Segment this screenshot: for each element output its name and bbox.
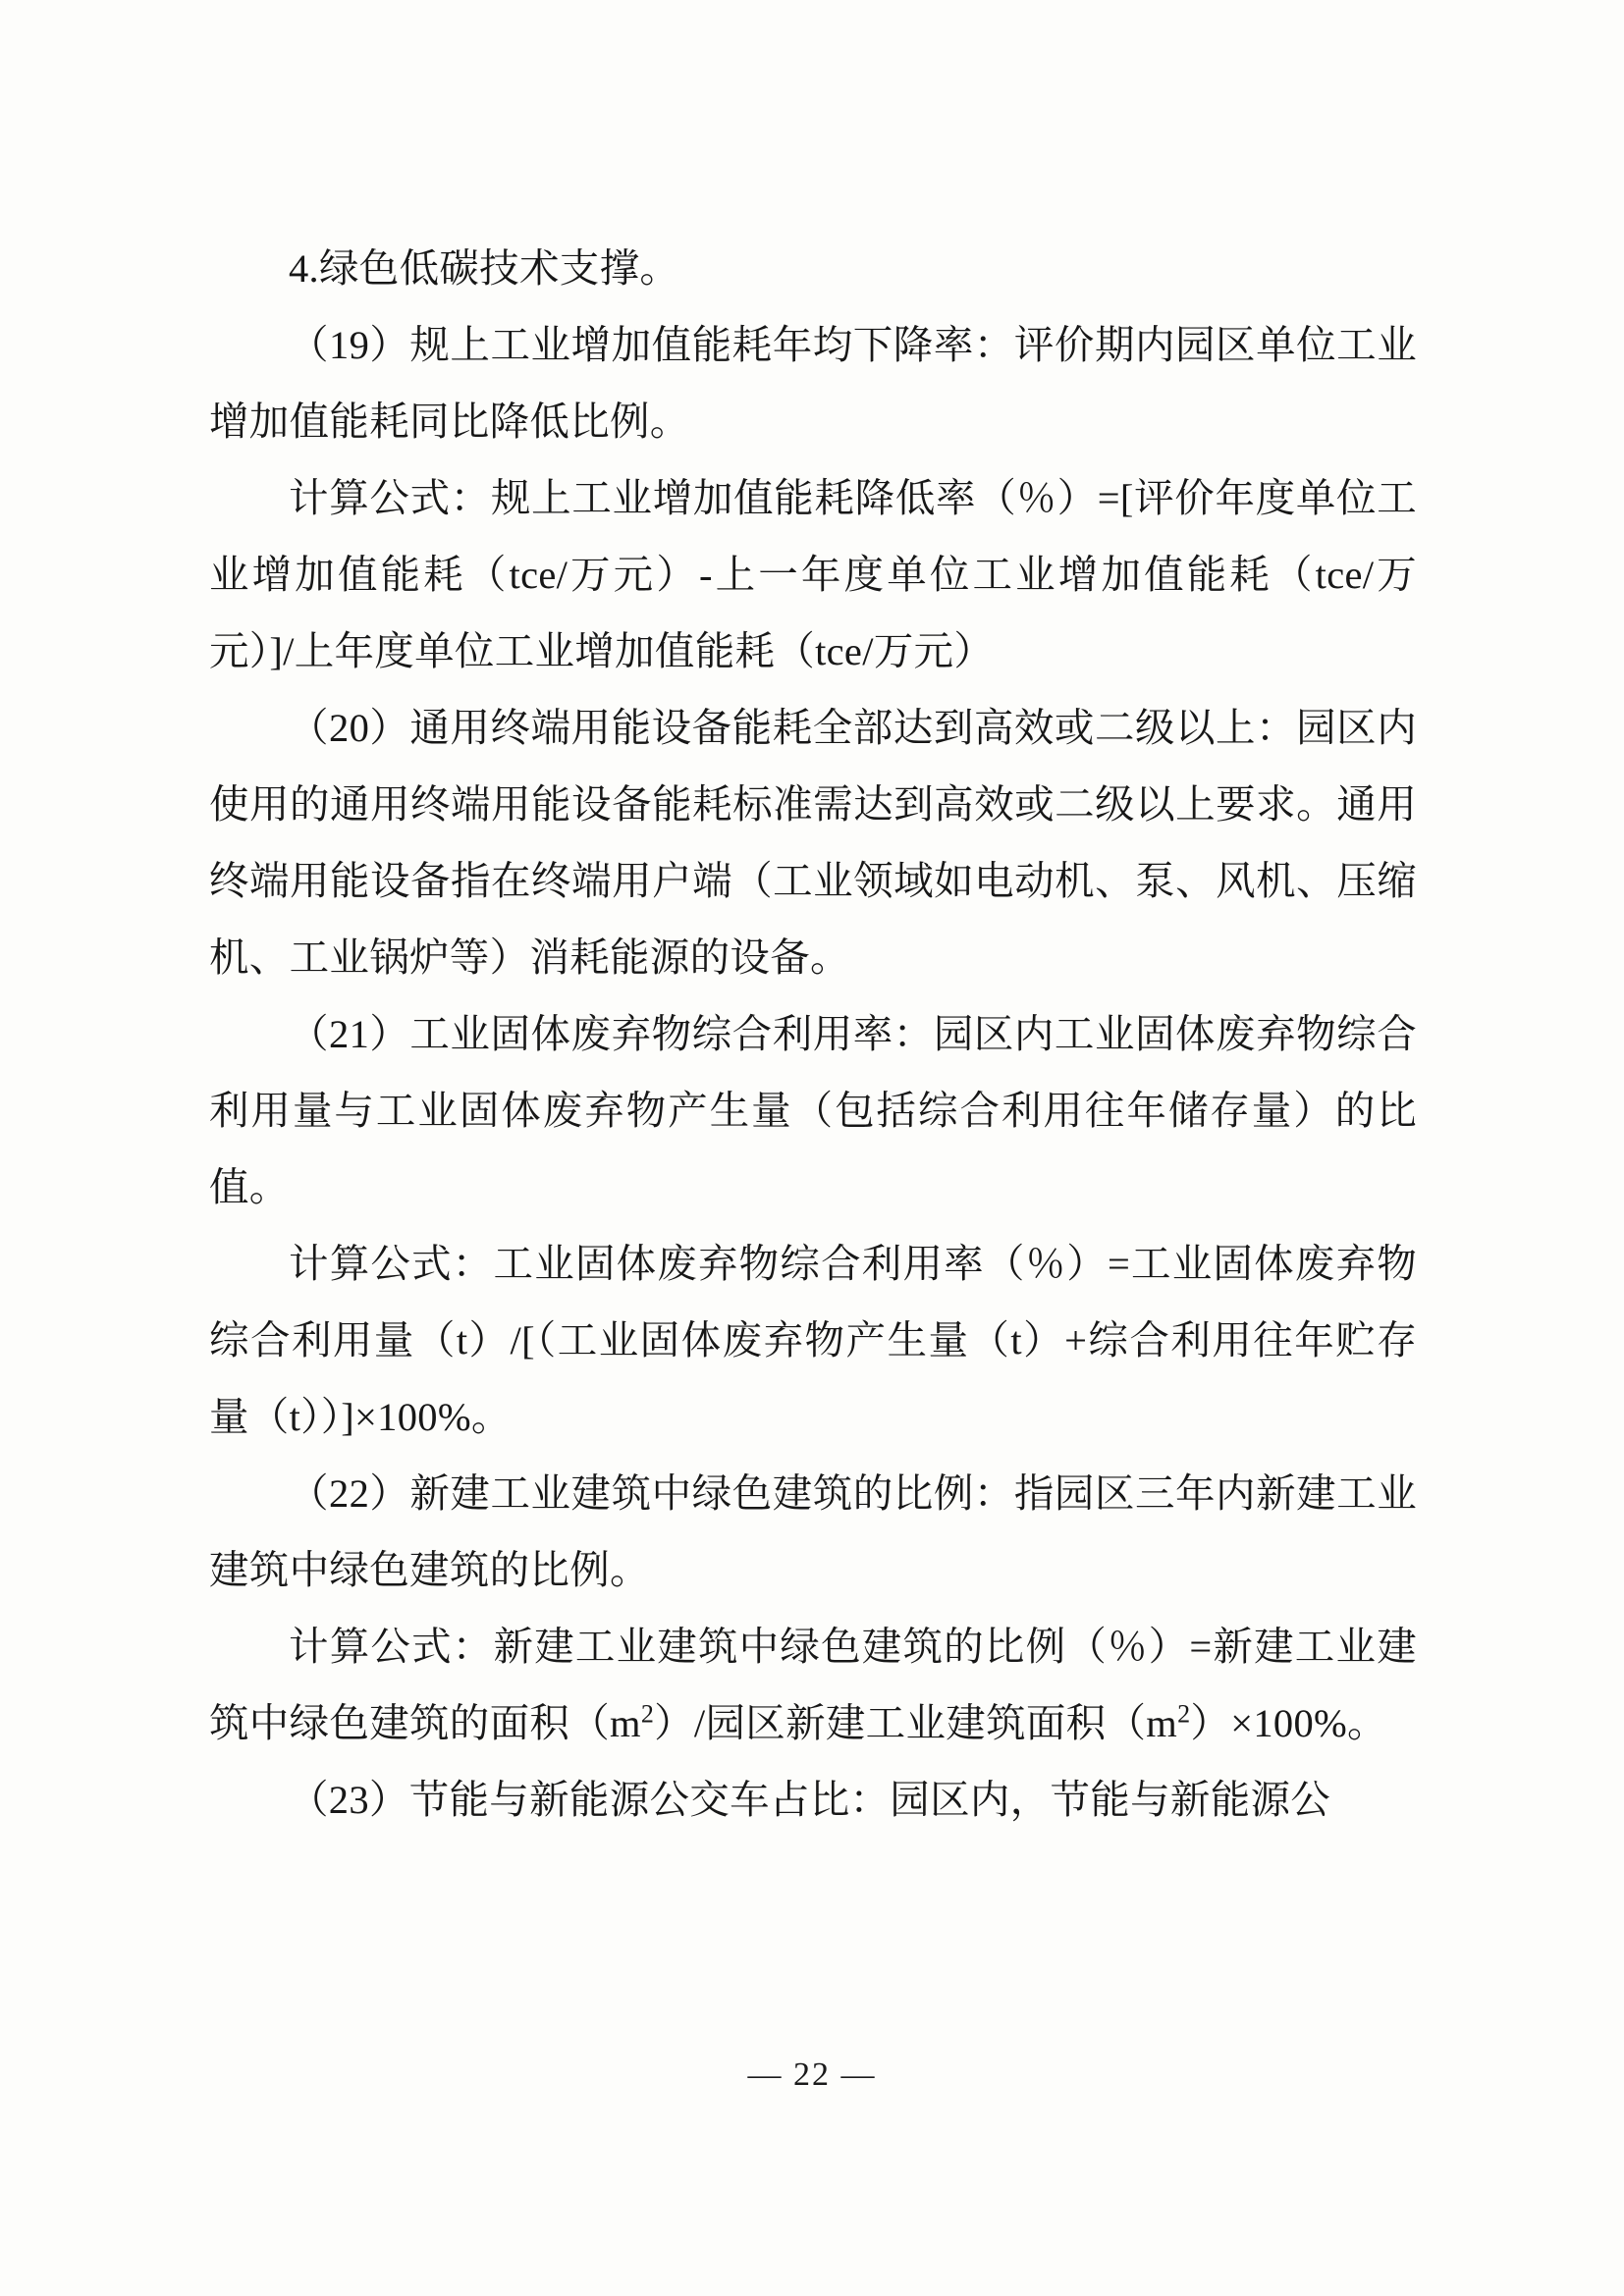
formula-text-part-3: ）×100%。 — [1190, 1701, 1387, 1745]
paragraph-item-22-formula — [209, 1609, 1417, 1762]
section-heading: 4.绿色低碳技术支撑。 — [289, 246, 680, 291]
paragraph-item-20: （20）通用终端用能设备能耗全部达到高效或二级以上：园区内使用的通用终端用能设备能耗标准需达到高效或二级以上要求。通用终端用能设备指在终端用户端（工业领域如电动机、泵、风机、压缩机、工业锅炉等）消耗能源的设备。 — [209, 706, 1417, 980]
page-number: — 22 — — [747, 2056, 877, 2093]
page-footer — [0, 2056, 1624, 2094]
paragraph-item-19: （19）规上工业增加值能耗年均下降率：评价期内园区单位工业增加值能耗同比降低比例。 — [209, 323, 1417, 444]
paragraph-item-21: （21）工业固体废弃物综合利用率：园区内工业固体废弃物综合利用量与工业固体废弃物产生量（包括综合利用往年储存量）的比值。 — [209, 1012, 1417, 1209]
paragraph-item-21-formula: 计算公式：工业固体废弃物综合利用率（％）=工业固体废弃物综合利用量（t）/[（工业固体废弃物产生量（t）+综合利用往年贮存量（t））]×100%。 — [209, 1242, 1417, 1439]
superscript-square-2: 2 — [1177, 1699, 1191, 1729]
superscript-square-1: 2 — [640, 1699, 655, 1729]
paragraph-item-19-formula: 计算公式：规上工业增加值能耗降低率（％）=[评价年度单位工业增加值能耗（tce/万元）-上一年度单位工业增加值能耗（tce/万元）]/上年度单位工业增加值能耗（tce/万元） — [209, 476, 1417, 673]
paragraph-item-22: （22）新建工业建筑中绿色建筑的比例：指园区三年内新建工业建筑中绿色建筑的比例。 — [209, 1471, 1417, 1592]
formula-text-part-1: 计算公式：新建工业建筑中绿色建筑的比例（％）=新建工业建筑中绿色建筑的面积（m — [209, 1625, 1417, 1745]
paragraph-item-23: （23）节能与新能源公交车占比：园区内，节能与新能源公 — [289, 1778, 1331, 1822]
page-body — [209, 231, 1417, 1839]
formula-text-part-2: ）/园区新建工业建筑面积（m — [654, 1701, 1178, 1745]
